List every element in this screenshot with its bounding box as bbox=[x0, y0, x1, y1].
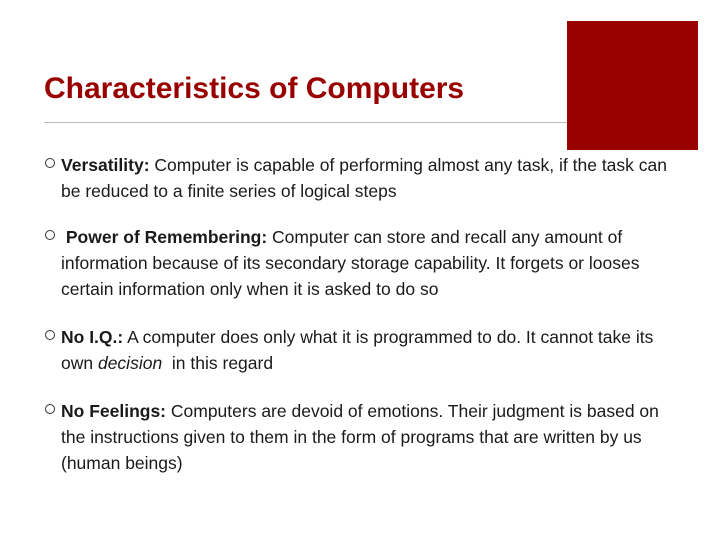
bullet-term: No Feelings: bbox=[61, 401, 167, 421]
title-divider bbox=[44, 122, 567, 123]
bullet-term: Versatility: bbox=[61, 155, 150, 175]
bullet-text: Computers are devoid of emotions. Their judgment is based on the instructions given to them in the form of programs that are written by us (human beings) bbox=[61, 401, 659, 473]
bullet-list bbox=[44, 152, 684, 496]
bullet-power-of-remembering bbox=[44, 224, 684, 302]
accent-block bbox=[567, 21, 698, 150]
bullet-text-end: in this regard bbox=[162, 353, 274, 373]
bullet-text: Computer is capable of performing almost any task, if the task can be reduced to a finite series of logical steps bbox=[61, 155, 667, 201]
bullet-text: Computer can store and recall any amount of information because of its secondary storage capability. It forgets or looses certain information only when it is asked to do so bbox=[61, 227, 640, 299]
circle-bullet-icon bbox=[45, 404, 55, 414]
bullet-text: A computer does only what it is programmed to do. It cannot take its own bbox=[61, 327, 654, 373]
bullet-versatility bbox=[44, 152, 684, 204]
bullet-term: No I.Q.: bbox=[61, 327, 124, 347]
slide-title: Characteristics of Computers bbox=[44, 72, 465, 105]
circle-bullet-icon bbox=[45, 230, 55, 240]
bullet-no-feelings bbox=[44, 398, 684, 476]
circle-bullet-icon bbox=[45, 158, 55, 168]
bullet-term: Power of Remembering: bbox=[65, 227, 268, 247]
bullet-emphasis: decision bbox=[97, 353, 163, 373]
bullet-no-iq bbox=[44, 324, 684, 376]
circle-bullet-icon bbox=[45, 330, 55, 340]
